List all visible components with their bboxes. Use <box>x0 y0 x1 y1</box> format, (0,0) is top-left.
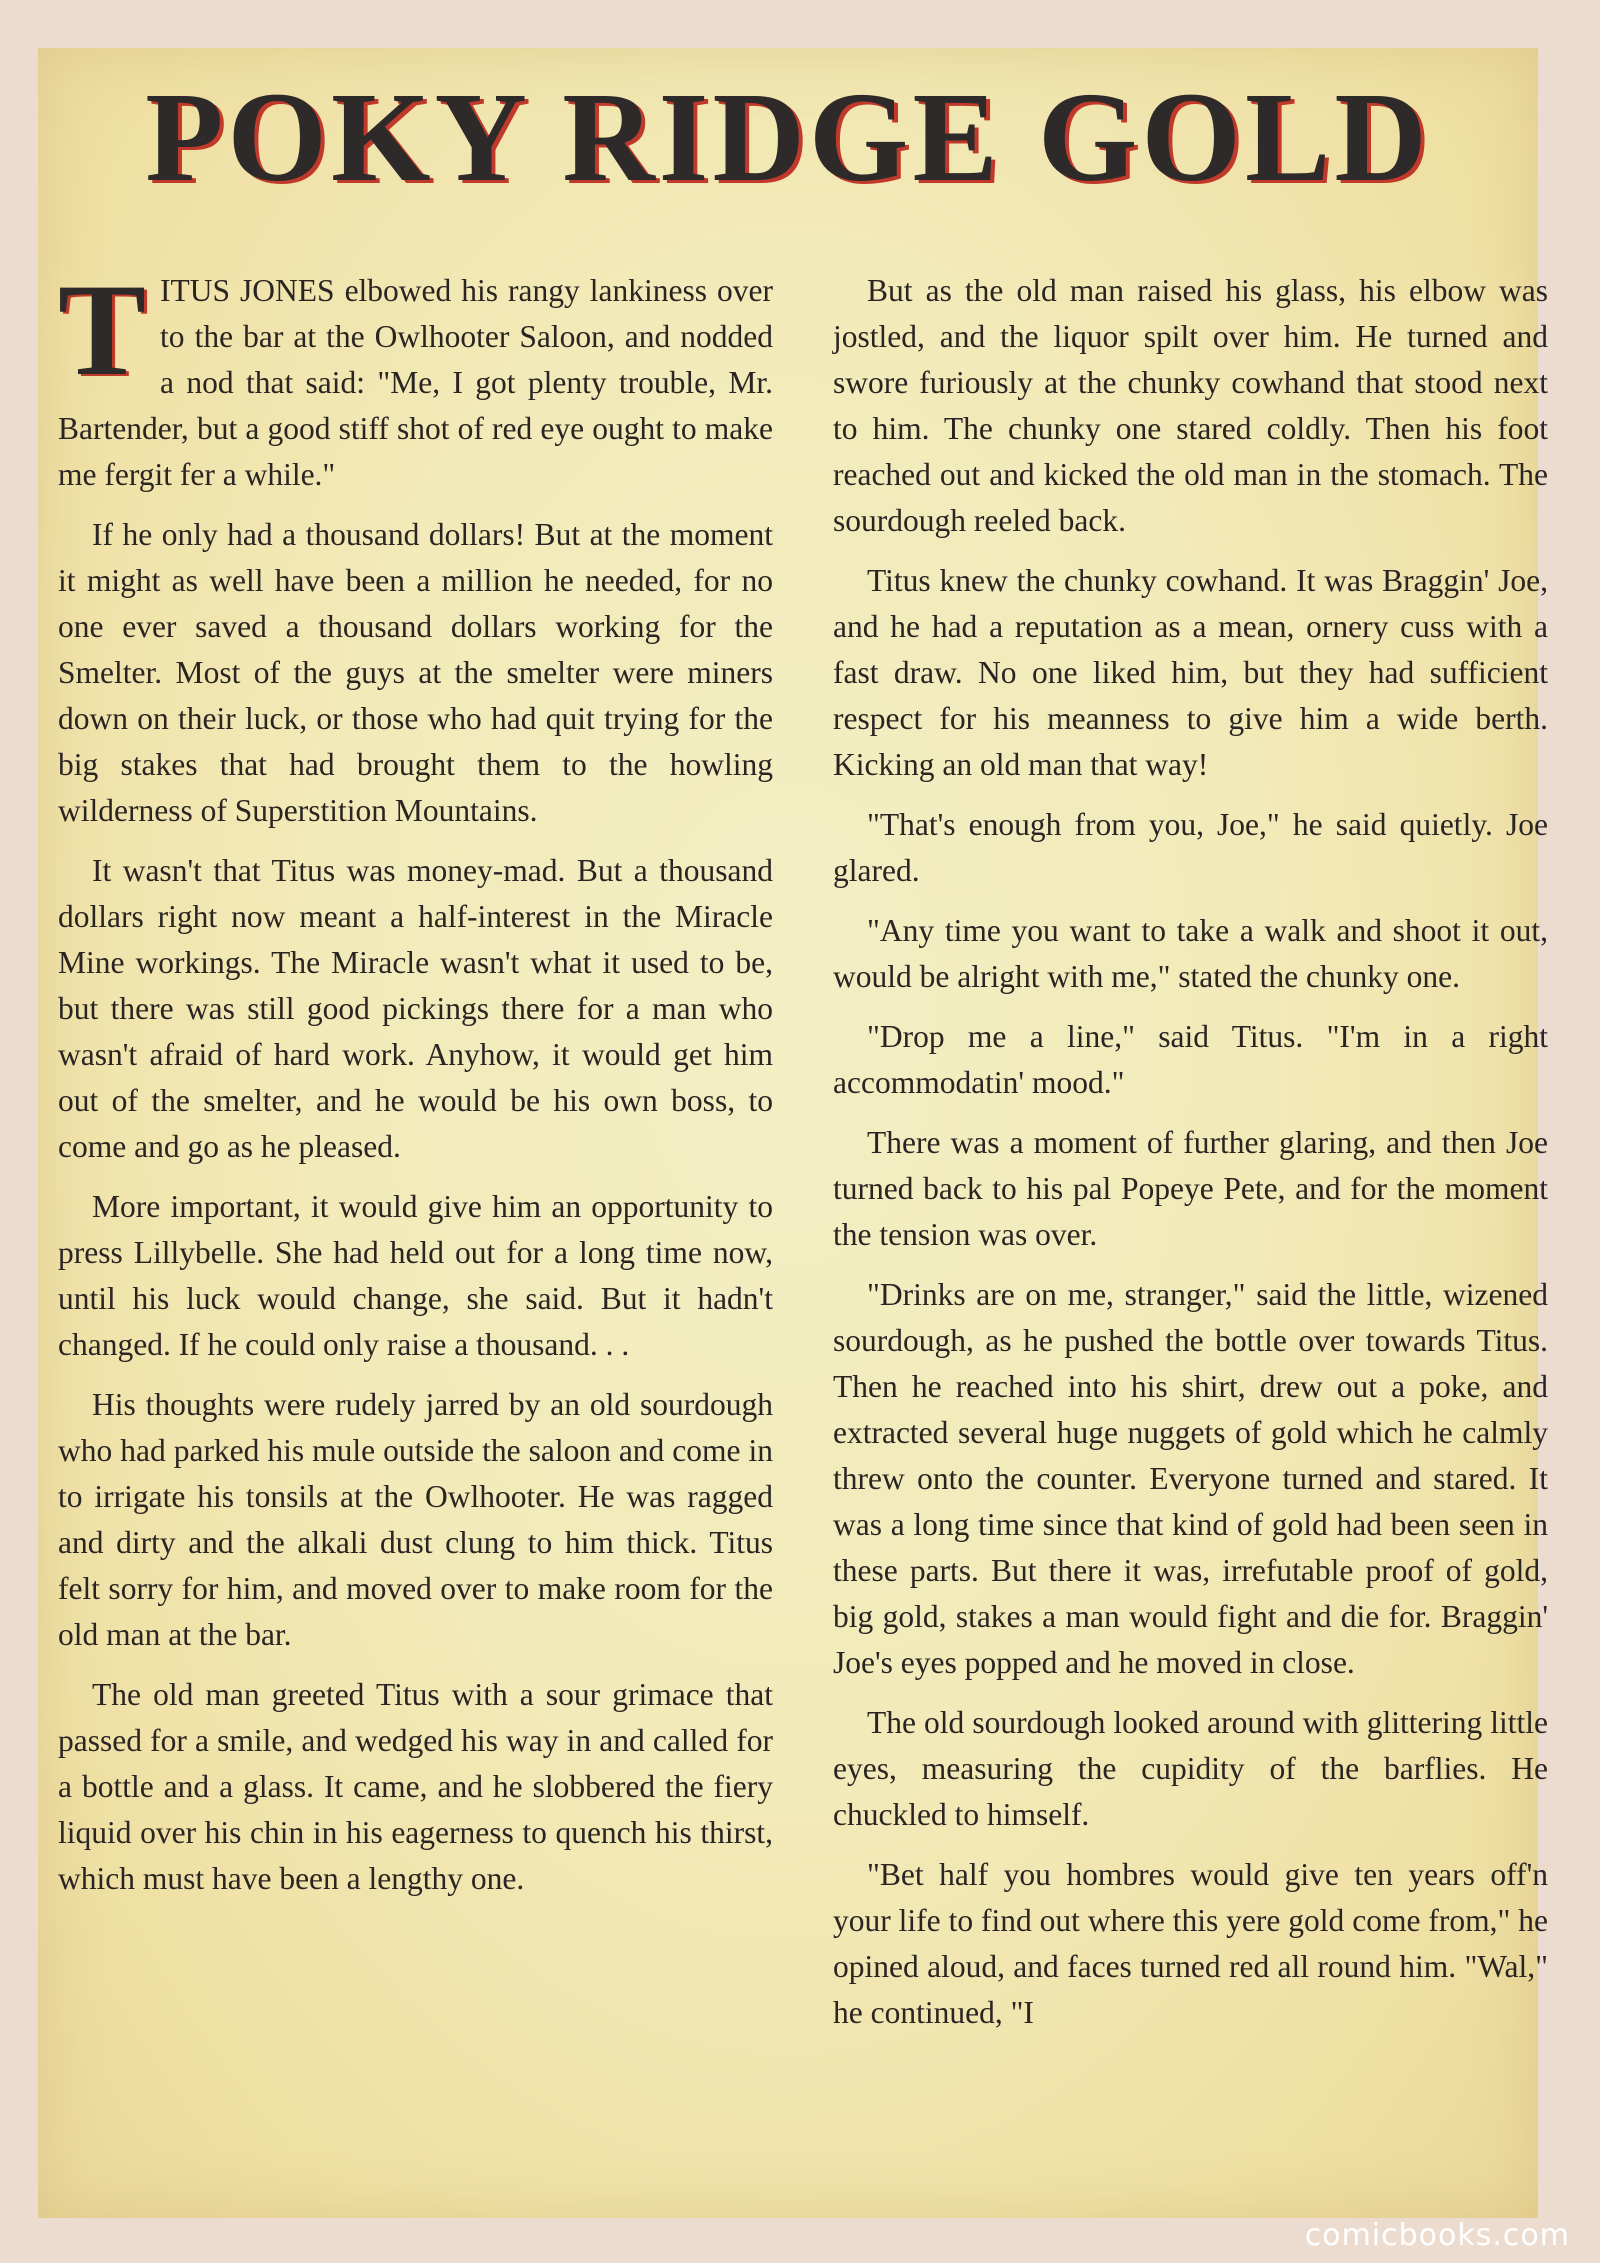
story-page <box>38 48 1548 2218</box>
paragraph: "Any time you want to take a walk and shoot it out, would be alright with me," stated the chunky one. <box>833 913 1548 994</box>
paragraph: "That's enough from you, Joe," he said quietly. Joe glared. <box>833 807 1548 888</box>
paragraph: "Drop me a line," said Titus. "I'm in a right accommodatin' mood." <box>833 1019 1548 1100</box>
paragraph: More important, it would give him an opportunity to press Lillybelle. She had held out for a long time now, until his luck would change, she said. But it hadn't changed. If he could only raise a thousand. . . <box>58 1189 773 1362</box>
site-watermark: comicbooks.com <box>1304 2218 1570 2253</box>
paragraph: His thoughts were rudely jarred by an old sourdough who had parked his mule outside the saloon and come in to irrigate his tonsils at the Owlhooter. He was ragged and dirty and the alkali dust clung to him thick. Titus felt sorry for him, and moved over to make room for the old man at the bar. <box>58 1387 773 1652</box>
paragraph: There was a moment of further glaring, and then Joe turned back to his pal Popeye Pete, and for the moment the tension was over. <box>833 1125 1548 1252</box>
story-title: POKY RIDGE GOLD <box>145 66 1431 208</box>
paragraph-text: ITUS JONES elbowed his rangy lankiness over to the bar at the Owlhooter Saloon, and nodded a nod that said: "Me, I got plenty trouble, Mr. Bartender, but a good stiff shot of red eye ought to make me fergit fer a while." <box>58 273 773 492</box>
paragraph: It wasn't that Titus was money-mad. But a thousand dollars right now meant a half-interest in the Miracle Mine workings. The Miracle wasn't what it used to be, but there was still good pickings there for a man who wasn't afraid of hard work. Anyhow, it would get him out of the smelter, and he would be his own boss, to come and go as he pleased. <box>58 853 773 1164</box>
paragraph: Titus knew the chunky cowhand. It was Braggin' Joe, and he had a reputation as a mean, ornery cuss with a fast draw. No one liked him, but they had sufficient respect for his meanness to give him a wide berth. Kicking an old man that way! <box>833 563 1548 782</box>
right-column <box>833 268 1548 2050</box>
paragraph <box>58 256 773 498</box>
paragraph: But as the old man raised his glass, his elbow was jostled, and the liquor spilt over him. He turned and swore furiously at the chunky cowhand that stood next to him. The chunky one stared coldly. Then his foot reached out and kicked the old man in the stomach. The sourdough reeled back. <box>833 273 1548 538</box>
paragraph: If he only had a thousand dollars! But at the moment it might as well have been a million he needed, for no one ever saved a thousand dollars working for the Smelter. Most of the guys at the smelter were miners down on their luck, or those who had quit trying for the big stakes that had brought them to the howling wilderness of Superstition Mountains. <box>58 517 773 828</box>
paragraph: "Drinks are on me, stranger," said the little, wizened sourdough, as he pushed the bottle over towards Titus. Then he reached into his shirt, drew out a poke, and extracted several huge nuggets of gold which he calmly threw onto the counter. Everyone turned and stared. It was a long time since that kind of gold had been seen in these parts. But there it was, irrefutable proof of gold, big gold, stakes a man would fight and die for. Braggin' Joe's eyes popped and he moved in close. <box>833 1277 1548 1680</box>
paragraph: The old man greeted Titus with a sour grimace that passed for a smile, and wedged his way in and called for a bottle and a glass. It came, and he slobbered the fiery liquid over his chin in his eagerness to quench his thirst, which must have been a lengthy one. <box>58 1677 773 1896</box>
left-column <box>58 256 773 1916</box>
paragraph: "Bet half you hombres would give ten years off'n your life to find out where this yere gold come from," he opined aloud, and faces turned red all round him. "Wal," he continued, "I <box>833 1857 1548 2030</box>
drop-cap: T <box>58 256 147 403</box>
paragraph: The old sourdough looked around with glittering little eyes, measuring the cupidity of the barflies. He chuckled to himself. <box>833 1705 1548 1832</box>
